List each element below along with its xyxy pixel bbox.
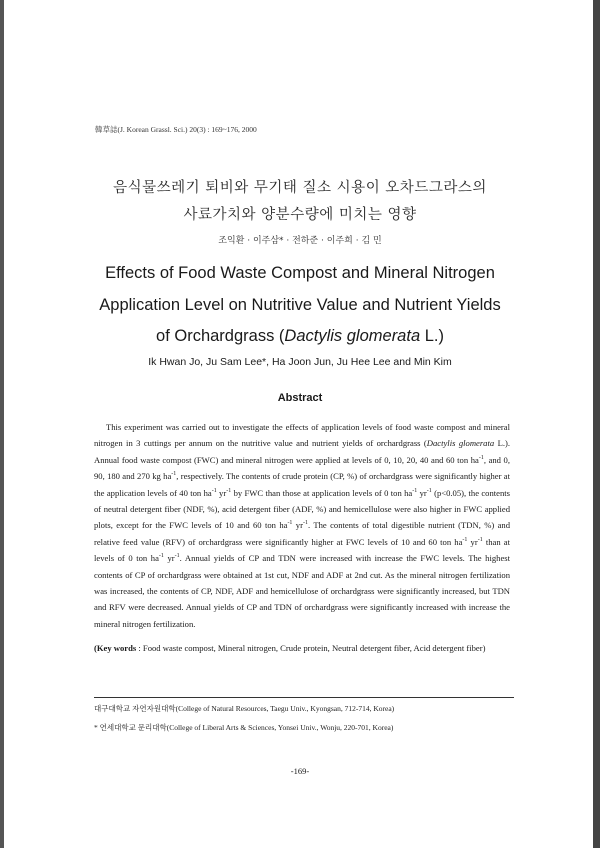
- scan-edge-right: [593, 0, 600, 848]
- abstract-text: , respectively. The contents of crude protein (CP, %) of orchardgrass were significantly higher at the application levels of 40 ton ha: [94, 471, 510, 498]
- korean-title-line2: 사료가치와 양분수량에 미치는 영향: [183, 207, 417, 223]
- abstract-text: L.). Annual food waste compost (FWC) and mineral nitrogen were applied at levels of 0, 10, 20, 40 and 60 ton ha: [94, 438, 510, 465]
- abstract-text: This experiment was carried out to investigate the effects of application levels of food waste compost and mineral nitrogen in 3 cuttings per annum on the nutritive value and nutrient yields of orchardgrass (: [94, 422, 510, 449]
- affiliation-2: * 연세대학교 문리대학(College of Liberal Arts & Sciences, Yonsei Univ., Wonju, 220-701, Korea): [94, 723, 394, 732]
- abstract-text: yr: [467, 536, 478, 547]
- superscript: -1: [426, 487, 432, 494]
- abstract-text: than at levels of 0 ton ha: [94, 536, 510, 564]
- superscript: -1: [211, 487, 217, 494]
- abstract-text: by FWC than those at application levels of 0 ton ha: [231, 487, 413, 498]
- superscript: -1: [287, 520, 293, 527]
- abstract-heading: Abstract: [277, 392, 323, 404]
- english-title-line1: Effects of Food Waste Compost and Mineral Nitrogen: [105, 264, 495, 282]
- superscript: -1: [226, 487, 232, 494]
- superscript: -1: [158, 553, 164, 560]
- keywords: [94, 640, 576, 656]
- title-line3-suffix: L.): [420, 327, 444, 345]
- superscript: -1: [477, 536, 483, 543]
- journal-citation: 韓草誌(J. Korean Grassl. Sci.) 20(3) : 169~176, 2000: [95, 125, 257, 134]
- superscript: -1: [412, 487, 418, 494]
- superscript: -1: [478, 454, 484, 461]
- abstract-text: yr: [292, 520, 303, 531]
- superscript: -1: [302, 520, 308, 527]
- abstract-text: . Annual yields of CP and TDN were increased with increase the FWC levels. The highest contents of CP of orchardgrass were obtained at 1st cut, NDF and ADF at 2nd cut. As the mineral nitrogen fertilization was increased, the contents of CP, NDF, ADF and hemicellulose of orchardgrass were significantly increased, but TDN and RFV were decreased. Annual yields of CP and TDN of orchardgrass were significantly increased with increase the mineral nitrogen fertilization.: [94, 553, 511, 629]
- korean-authors: 조익환 · 이주삼* · 전하준 · 이주희 · 김 민: [218, 236, 382, 246]
- abstract-text: (p<0.05), the contents of neutral detergent fiber (NDF, %), acid detergent fiber (ADF, %) and hemicellulose were also higher in FWC applied plots, except for the FWC levels of 10 and 60 ton ha: [94, 487, 511, 531]
- abstract-text: , and 0, 90, 180 and 270 kg ha: [94, 454, 510, 482]
- korean-title-line1: 음식물쓰레기 퇴비와 무기태 질소 시용이 오차드그라스의: [113, 180, 487, 196]
- superscript: -1: [174, 553, 180, 560]
- scan-edge-left: [0, 0, 4, 848]
- superscript: -1: [171, 471, 177, 478]
- page-number: -169-: [290, 766, 310, 776]
- abstract-text: yr: [216, 487, 227, 498]
- superscript: -1: [462, 536, 468, 543]
- title-line3-prefix: of Orchardgrass (: [156, 327, 285, 345]
- abstract-text: . The contents of total digestible nutrient (TDN, %) and relative feed value (RFV) of orchardgrass were significantly higher at FWC levels of 10 and 60 ton ha: [94, 520, 511, 547]
- abstract-body: [94, 419, 510, 632]
- keywords-label: (Key words: [94, 643, 137, 653]
- title-species-italic: Dactylis glomerata: [284, 327, 421, 345]
- footnote-divider: [94, 697, 514, 698]
- english-authors: Ik Hwan Jo, Ju Sam Lee*, Ha Joon Jun, Ju Hee Lee and Min Kim: [148, 356, 452, 368]
- abstract-species-italic: Dactylis glomerata: [426, 438, 495, 449]
- abstract-text: yr: [163, 553, 175, 564]
- english-title-line3: [0, 327, 600, 346]
- keywords-text: : Food waste compost, Mineral nitrogen, Crude protein, Neutral detergent fiber, Acid detergent fiber): [136, 643, 486, 653]
- affiliation-1: 대구대학교 자연자원대학(College of Natural Resources, Taegu Univ., Kyongsan, 712-714, Korea): [94, 704, 395, 713]
- abstract-paragraph: [94, 419, 510, 632]
- abstract-text: yr: [417, 487, 427, 498]
- english-title-line2: Application Level on Nutritive Value and Nutrient Yields: [99, 296, 501, 314]
